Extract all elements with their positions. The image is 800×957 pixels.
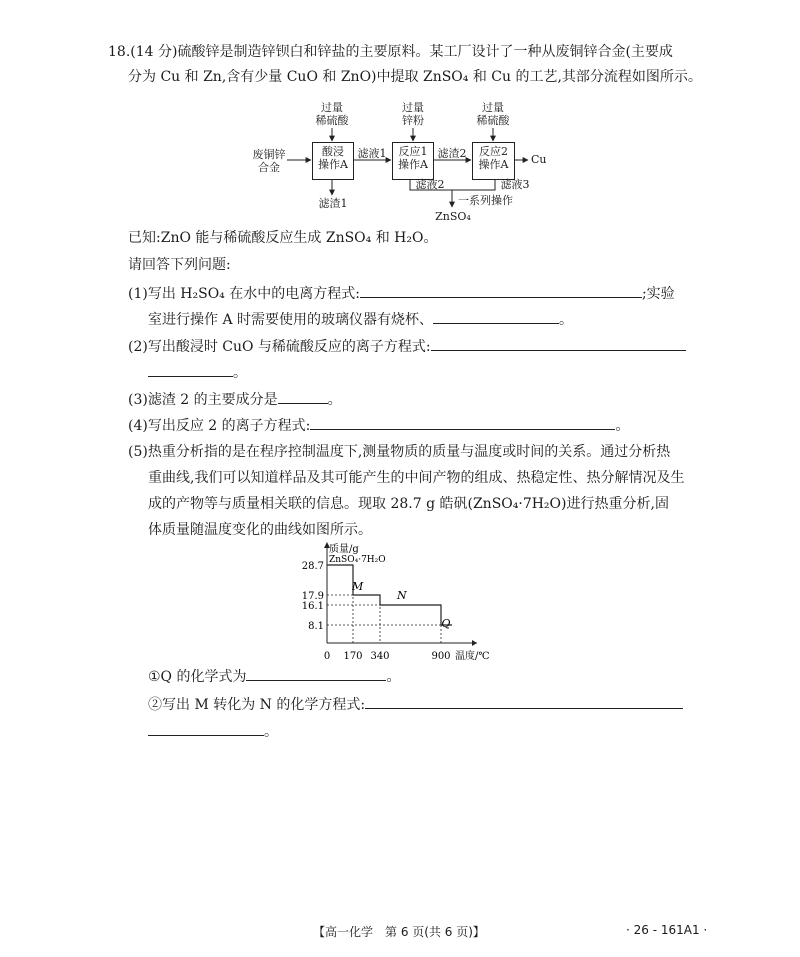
series-operation-label: 一系列操作 bbox=[458, 194, 513, 207]
product-cu-label: Cu bbox=[531, 153, 547, 166]
sub2-answer-blank-2[interactable] bbox=[148, 721, 264, 736]
y-tick-label: 28.7 bbox=[301, 561, 324, 572]
q4-answer-blank[interactable] bbox=[310, 415, 615, 430]
q2-answer-blank-1[interactable] bbox=[431, 336, 686, 351]
question-score: (14 分) bbox=[130, 44, 178, 60]
feed-label: 废铜锌合金 bbox=[252, 148, 286, 174]
sub2-answer-blank-1[interactable] bbox=[365, 694, 683, 709]
question-number: 18. bbox=[108, 44, 131, 60]
reaction-1-box: 反应1 操作A bbox=[392, 142, 434, 180]
acid-leach-box: 酸浸 操作A bbox=[312, 142, 354, 180]
reaction-2-box: 反应2 操作A bbox=[472, 142, 515, 180]
question-5-line-3: 成的产物等与质量相关联的信息。现取 28.7 g 皓矾(ZnSO₄·7H₂O)进行热重分析,固 bbox=[148, 496, 669, 512]
filtrate-1-label: 滤液1 bbox=[357, 147, 387, 160]
y-tick-label: 8.1 bbox=[308, 621, 324, 632]
sub1-text: ①Q 的化学式为 bbox=[148, 669, 247, 685]
question-5-line-2: 重曲线,我们可以知道样品及其可能产生的中间产物的组成、热稳定性、热分解情况及生 bbox=[148, 470, 685, 486]
point-annotation-label: ZnSO₄·7H₂O bbox=[329, 555, 386, 565]
sub2-text: ②写出 M 转化为 N 的化学方程式: bbox=[148, 697, 366, 713]
reagent-2-label: 过量 锌粉 bbox=[402, 101, 424, 127]
question-intro-2: 分为 Cu 和 Zn,含有少量 CuO 和 ZnO)中提取 ZnSO₄ 和 Cu 的工艺,其部分流程如图所示。 bbox=[128, 69, 702, 85]
x-axis-arrow bbox=[472, 640, 477, 646]
sub2-period: 。 bbox=[264, 724, 278, 740]
q1-text-a: (1)写出 H₂SO₄ 在水中的电离方程式: bbox=[128, 286, 360, 302]
footer-subject: 【高一化学 第 6 页(共 6 页)】 bbox=[313, 925, 485, 939]
q3-text: (3)滤渣 2 的主要成分是 bbox=[128, 392, 278, 408]
product-znso4-label: ZnSO₄ bbox=[435, 210, 471, 223]
question-5-line-4: 体质量随温度变化的曲线如图所示。 bbox=[148, 522, 372, 538]
point-annotation-label: Q bbox=[441, 617, 451, 630]
thermogravimetric-chart bbox=[290, 538, 510, 664]
q1-answer-blank-1[interactable] bbox=[360, 283, 642, 298]
filtrate-3-label: 滤液3 bbox=[500, 178, 530, 191]
question-1-line-1 bbox=[128, 283, 675, 304]
question-intro-1: 硫酸锌是制造锌钡白和锌盐的主要原料。某工厂设计了一种从废铜锌合金(主要成 bbox=[177, 44, 673, 60]
question-2-line-1 bbox=[128, 336, 686, 357]
question-1-line-2 bbox=[148, 309, 573, 330]
point-annotation-label: M bbox=[352, 580, 364, 593]
y-tick-label: 16.1 bbox=[301, 601, 324, 612]
x-tick-label: 0 bbox=[323, 651, 331, 662]
mass-curve-line bbox=[327, 565, 452, 625]
q2-text: (2)写出酸浸时 CuO 与稀硫酸反应的离子方程式: bbox=[128, 339, 431, 355]
q1-answer-blank-2[interactable] bbox=[433, 309, 559, 324]
filtrate-2-label: 滤液2 bbox=[415, 178, 445, 191]
q2-answer-blank-2[interactable] bbox=[148, 362, 233, 377]
q4-period: 。 bbox=[615, 418, 630, 434]
q1-text-b: ;实验 bbox=[641, 286, 675, 302]
q2-period: 。 bbox=[233, 365, 247, 381]
residue-2-label: 滤渣2 bbox=[437, 147, 467, 160]
sub-question-1 bbox=[148, 666, 400, 687]
sub1-answer-blank[interactable] bbox=[246, 666, 386, 681]
residue-1-label: 滤渣1 bbox=[318, 197, 348, 210]
x-axis-label: 温度/℃ bbox=[455, 651, 490, 662]
y-axis-label: 质量/g bbox=[329, 544, 359, 555]
q1-period: 。 bbox=[559, 312, 574, 328]
question-4 bbox=[128, 415, 629, 436]
known-info: 已知:ZnO 能与稀硫酸反应生成 ZnSO₄ 和 H₂O。 bbox=[128, 230, 438, 246]
question-2-line-2 bbox=[148, 362, 247, 383]
reagent-3-label: 过量 稀硫酸 bbox=[476, 101, 510, 127]
y-tick-label: 17.9 bbox=[301, 591, 324, 602]
point-annotation-label: N bbox=[397, 589, 407, 602]
sub1-period: 。 bbox=[386, 669, 401, 685]
q1-text-c: 室进行操作 A 时需要使用的玻璃仪器有烧杯、 bbox=[148, 312, 434, 328]
q3-period: 。 bbox=[327, 392, 342, 408]
reagent-1-label: 过量 稀硫酸 bbox=[315, 101, 349, 127]
answer-prompt: 请回答下列问题: bbox=[128, 257, 231, 273]
question-5-line-1: (5)热重分析指的是在程序控制温度下,测量物质的质量与温度或时间的关系。通过分析热 bbox=[128, 444, 671, 460]
sub-question-2-line-1 bbox=[148, 694, 683, 715]
x-tick-label: 340 bbox=[370, 651, 390, 662]
question-3 bbox=[128, 389, 342, 410]
x-tick-label: 900 bbox=[431, 651, 451, 662]
sub-question-2-line-2 bbox=[148, 721, 278, 742]
q3-answer-blank[interactable] bbox=[278, 389, 328, 404]
q4-text: (4)写出反应 2 的离子方程式: bbox=[128, 418, 311, 434]
footer-code: · 26 - 161A1 · bbox=[626, 923, 708, 937]
x-tick-label: 170 bbox=[343, 651, 363, 662]
